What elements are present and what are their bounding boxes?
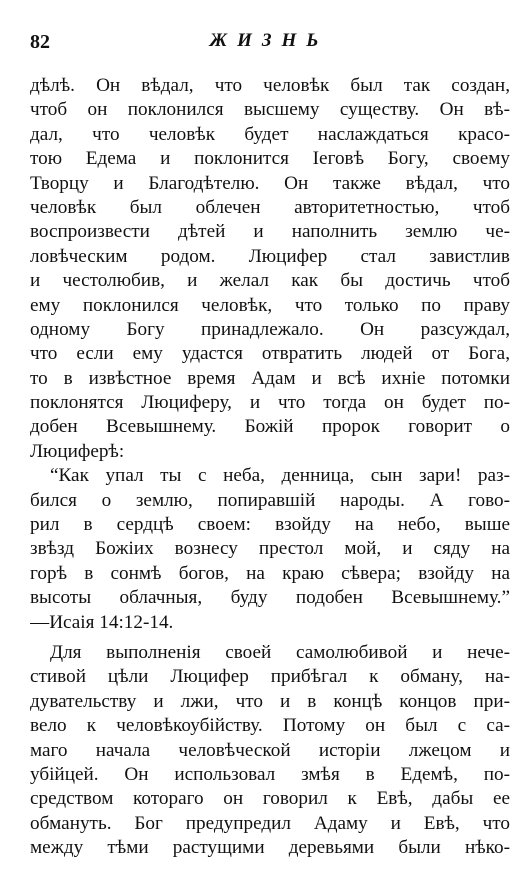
quote-line: звѣзд Божіих вознесу престол мой, и сяду на — [30, 538, 510, 560]
quote-line: “Как упал ты с неба, денница, сын зари! раз- — [50, 465, 510, 487]
text-line: дѣлѣ. Он вѣдал, что человѣк был так создан, — [30, 75, 510, 96]
text-line: убійцей. Он использовал змѣя в Едемѣ, по- — [30, 763, 510, 785]
text-line: чтоб он поклонился высшему существу. Он вѣ- — [30, 99, 510, 121]
text-line: и честолюбив, и желал как бы достичь чтоб — [30, 270, 510, 292]
running-title: ЖИЗНЬ — [209, 30, 329, 51]
text-line: между тѣми растущими деревьями были нѣко- — [30, 837, 510, 859]
text-line: тою Едема и поклонится Іеговѣ Богу, своему — [30, 148, 510, 170]
text-line: обмануть. Бог предупредил Адаму и Евѣ, что — [30, 812, 510, 834]
text-line: воспроизвести дѣтей и наполнить землю че- — [30, 221, 510, 243]
text-line: ловѣческим родом. Люцифер стал завистлив — [30, 245, 510, 267]
text-line: вело к человѣкоубійству. Потому он был с са- — [30, 715, 510, 737]
text-line: то в извѣстное время Адам и всѣ ихніе потомки — [30, 367, 510, 389]
text-line: стивой цѣли Люцифер прибѣгал к обману, на- — [30, 666, 510, 688]
text-line: средством котораго он говорил к Евѣ, дабы ее — [30, 788, 510, 810]
text-line: ему поклонился человѣк, что только по праву — [30, 294, 510, 316]
quote-line: горѣ в сонмѣ богов, на краю сѣвера; взойду на — [30, 562, 510, 584]
text-line: дувательству и лжи, что и в концѣ концов при- — [30, 690, 510, 712]
text-line: что если ему удастся отвратить людей от Бога, — [30, 343, 510, 365]
text-line: Для выполненія своей самолюбивой и нече- — [50, 641, 510, 663]
text-line: одному Богу принадлежало. Он разсуждал, — [30, 318, 510, 340]
quote-line: рил в сердцѣ своем: взойду на небо, выше — [30, 514, 510, 536]
text-line: маго начала человѣческой исторіи лжецом и — [30, 739, 510, 761]
text-line: добен Всевышнему. Божій пророк говорит о — [30, 416, 510, 438]
text-line: поклонятся Люциферу, и что тогда он будет по- — [30, 392, 510, 414]
quote-line: бился о землю, попиравшій народы. А гово- — [30, 489, 510, 511]
quote-citation: —Исаія 14:12-14. — [30, 611, 174, 633]
quote-line: высоты облачныя, буду подобен Всевышнему.” — [30, 587, 510, 609]
text-line: Люциферѣ: — [30, 440, 125, 462]
page-number: 82 — [30, 31, 50, 53]
text-line: дал, что человѣк будет наслаждаться красо- — [30, 123, 510, 145]
text-line: Творцу и Благодѣтелю. Он также вѣдал, что — [30, 172, 510, 194]
text-line: человѣк был облечен авторитетностью, чтоб — [30, 196, 510, 218]
page-body — [30, 74, 510, 861]
